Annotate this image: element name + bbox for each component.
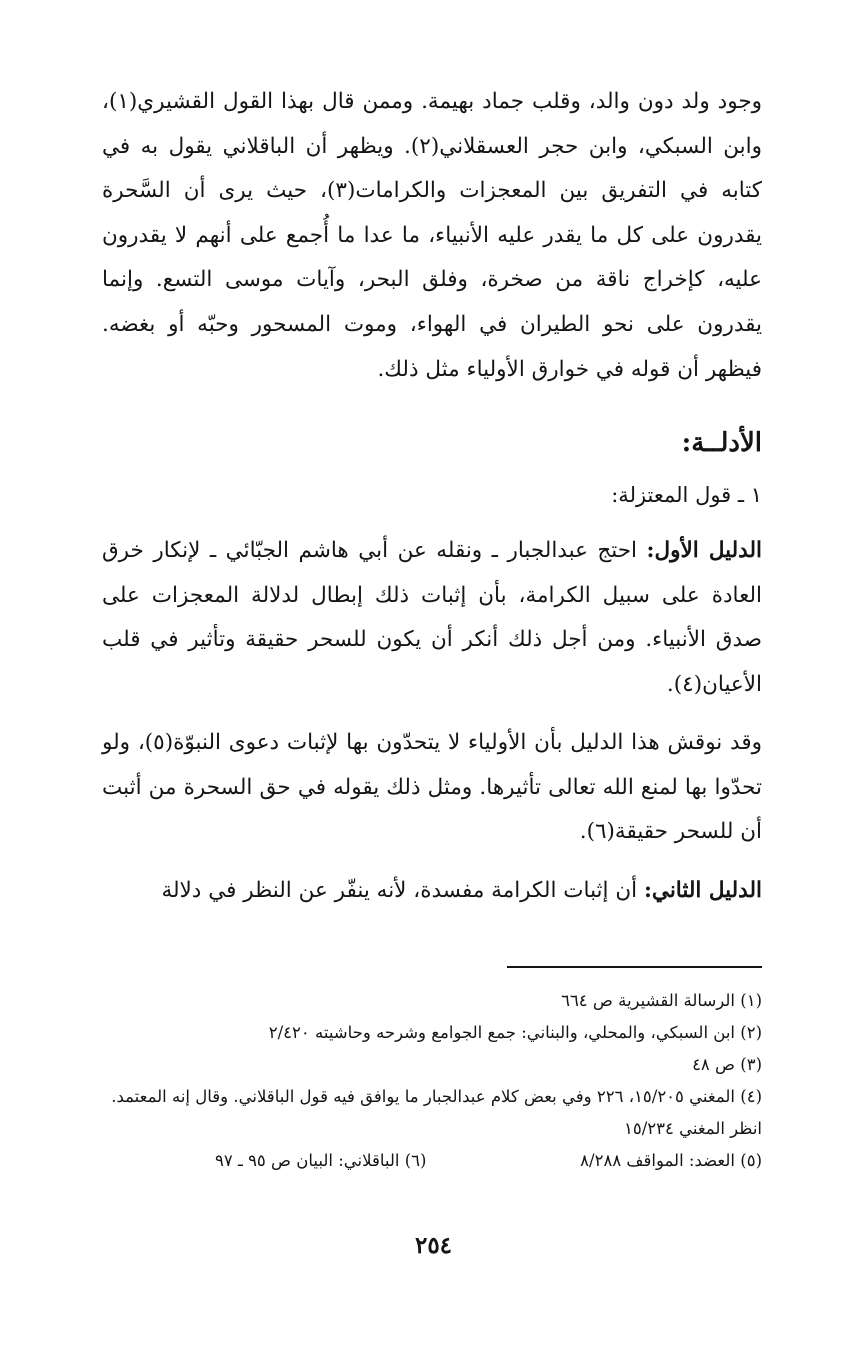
subsection-heading: ١ ـ قول المعتزلة: (611, 483, 762, 507)
footnotes (100, 985, 762, 1177)
paragraph-text: وقد نوقش هذا الدليل بأن الأولياء لا يتحدّون بها لإثبات دعوى النبوّة(٥)، ولو تحدّوا بها لمنع الله تعالى تأثيرها. ومثل ذلك يقوله في حق السحرة من أثبت أن للسحر حقيقة(٦). (102, 730, 763, 845)
evidence-text: أن إثبات الكرامة مفسدة، لأنه ينفّر عن النظر في دلالة (161, 878, 638, 903)
paragraph-text (102, 869, 762, 914)
footnote-2: (٢) ابن السبكي، والمحلي، والبناني: جمع الجوامع وشرحه وحاشيته ٢/٤٢٠ (268, 1023, 762, 1042)
footnote-row (100, 1145, 762, 1177)
evidence-label: الدليل الثاني: (643, 878, 762, 903)
footnote-separator (507, 966, 762, 968)
paragraph-text (102, 529, 762, 707)
page-number: ٢٥٤ (414, 1232, 453, 1259)
section-heading-block (102, 423, 762, 463)
section-heading: الأدلــة: (681, 428, 762, 458)
footnote-6: (٦) الباقلاني: البيان ص ٩٥ ـ ٩٧ (215, 1151, 427, 1170)
footnote-1: (١) الرسالة القشيرية ص ٦٦٤ (561, 991, 762, 1010)
subsection-heading-block (102, 475, 762, 515)
paragraph-first-evidence (102, 529, 762, 707)
footnote-4: (٤) المغني ١٥/٢٠٥، ٢٢٦ وفي بعض كلام عبدالجبار ما يوافق فيه قول الباقلاني. وقال إنه المعتمد. انظر المغني ١٥/٢٣٤ (111, 1087, 762, 1138)
paragraph-text: وجود ولد دون والد، وقلب جماد بهيمة. وممن قال بهذا القول القشيري(١)، وابن السبكي، وابن حجر العسقلاني(٢). ويظهر أن الباقلاني يقول به في كتابه في التفريق بين المعجزات والكرامات(٣)، حيث يرى أن السَّحرة يقدرون على كل ما يقدر عليه الأنبياء، ما عدا ما أُجمع على أنهم لا يقدرون عليه، كإخراج ناقة من صخرة، وفلق البحر، وآيات موسى التسع. وإنما يقدرون على نحو الطيران في الهواء، وموت المسحور وحبّه أو بغضه. فيظهر أن قوله في خوارق الأولياء مثل ذلك. (102, 89, 763, 382)
evidence-label: الدليل الأول: (646, 538, 762, 563)
paragraph-intro (102, 80, 762, 392)
footnote-3: (٣) ص ٤٨ (692, 1055, 762, 1074)
footnote-5: (٥) العضد: المواقف ٨/٢٨٨ (580, 1151, 762, 1170)
evidence-text: احتج عبدالجبار ـ ونقله عن أبي هاشم الجبّائي ـ لإنكار خرق العادة على سبيل الكرامة، بأن إثبات ذلك إبطال لدلالة المعجزات على صدق الأنبياء. ومن أجل ذلك أنكر أن يكون للسحر حقيقة وتأثير في قلب الأعيان(٤). (102, 538, 762, 697)
paragraph-discussion (102, 721, 762, 855)
paragraph-second-evidence (102, 869, 762, 914)
